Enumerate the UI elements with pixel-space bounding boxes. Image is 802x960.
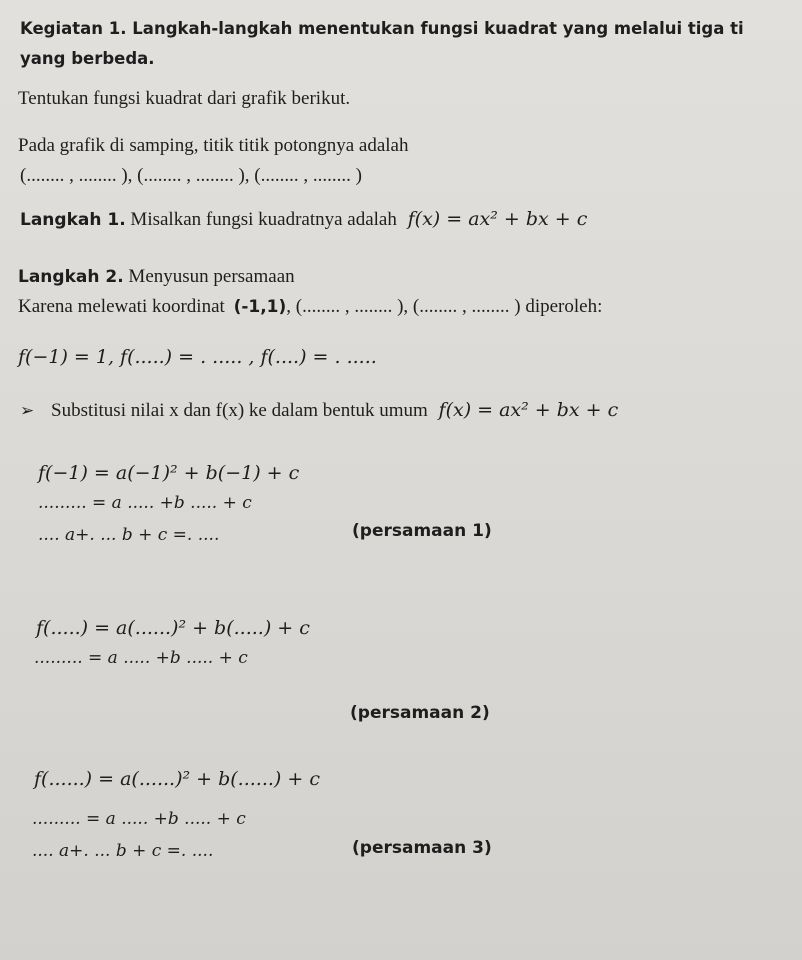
intersection-blanks: (........ , ........ ), (........ , ........ ), (........ , ........ ) (20, 165, 362, 186)
eq3-line-3: .... a+. ... b + c =. .... (32, 841, 214, 861)
eq1-line-1: f(−1) = a(−1)² + b(−1) + c (38, 462, 300, 484)
activity-title (20, 14, 802, 74)
step2-label: Langkah 2. (18, 267, 124, 287)
eq2-label: (persamaan 2) (350, 703, 490, 723)
substitute-row (20, 399, 618, 422)
eq3-label: (persamaan 3) (352, 838, 492, 858)
f-values: f(−1) = 1, f(.....) = . ..... , f(....) = . ..... (18, 346, 377, 368)
eq2-line-1: f(.....) = a(......)² + b(.....) + c (36, 617, 310, 639)
title-line-1: Kegiatan 1. Langkah-langkah menentukan fungsi kuadrat yang melalui tiga ti (20, 19, 744, 38)
eq1-line-3: .... a+. ... b + c =. .... (38, 525, 220, 545)
eq3-line-1: f(......) = a(......)² + b(......) + c (34, 768, 320, 790)
step1-row (20, 208, 587, 231)
eq2-line-2: ......... = a ..... +b ..... + c (34, 648, 248, 668)
eq1-label: (persamaan 1) (352, 521, 492, 541)
intersection-text: Pada grafik di samping, titik titik potongnya adalah (18, 135, 409, 156)
coord-first: (-1,1) (233, 297, 287, 317)
coordinate-row (18, 296, 602, 318)
step1-text: Misalkan fungsi kuadratnya adalah (130, 209, 397, 230)
step2-text: Menyusun persamaan (128, 266, 295, 287)
step2-row (18, 266, 295, 288)
eq1-line-2: ......... = a ..... +b ..... + c (38, 493, 252, 513)
substitute-formula: f(x) = ax² + bx + c (438, 399, 619, 421)
bullet-arrow-icon: ➢ (20, 401, 35, 421)
eq3-line-2: ......... = a ..... +b ..... + c (32, 809, 246, 829)
step1-label: Langkah 1. (20, 210, 126, 230)
instruction-text: Tentukan fungsi kuadrat dari grafik berikut. (18, 88, 351, 109)
coord-rest: , (........ , ........ ), (........ , ........ ) diperoleh: (286, 296, 603, 317)
title-line-2: yang berbeda. (20, 49, 155, 68)
step1-formula: f(x) = ax² + bx + c (407, 208, 588, 230)
substitute-text: Substitusi nilai x dan f(x) ke dalam bentuk umum (51, 400, 428, 421)
coord-prefix: Karena melewati koordinat (18, 296, 225, 317)
